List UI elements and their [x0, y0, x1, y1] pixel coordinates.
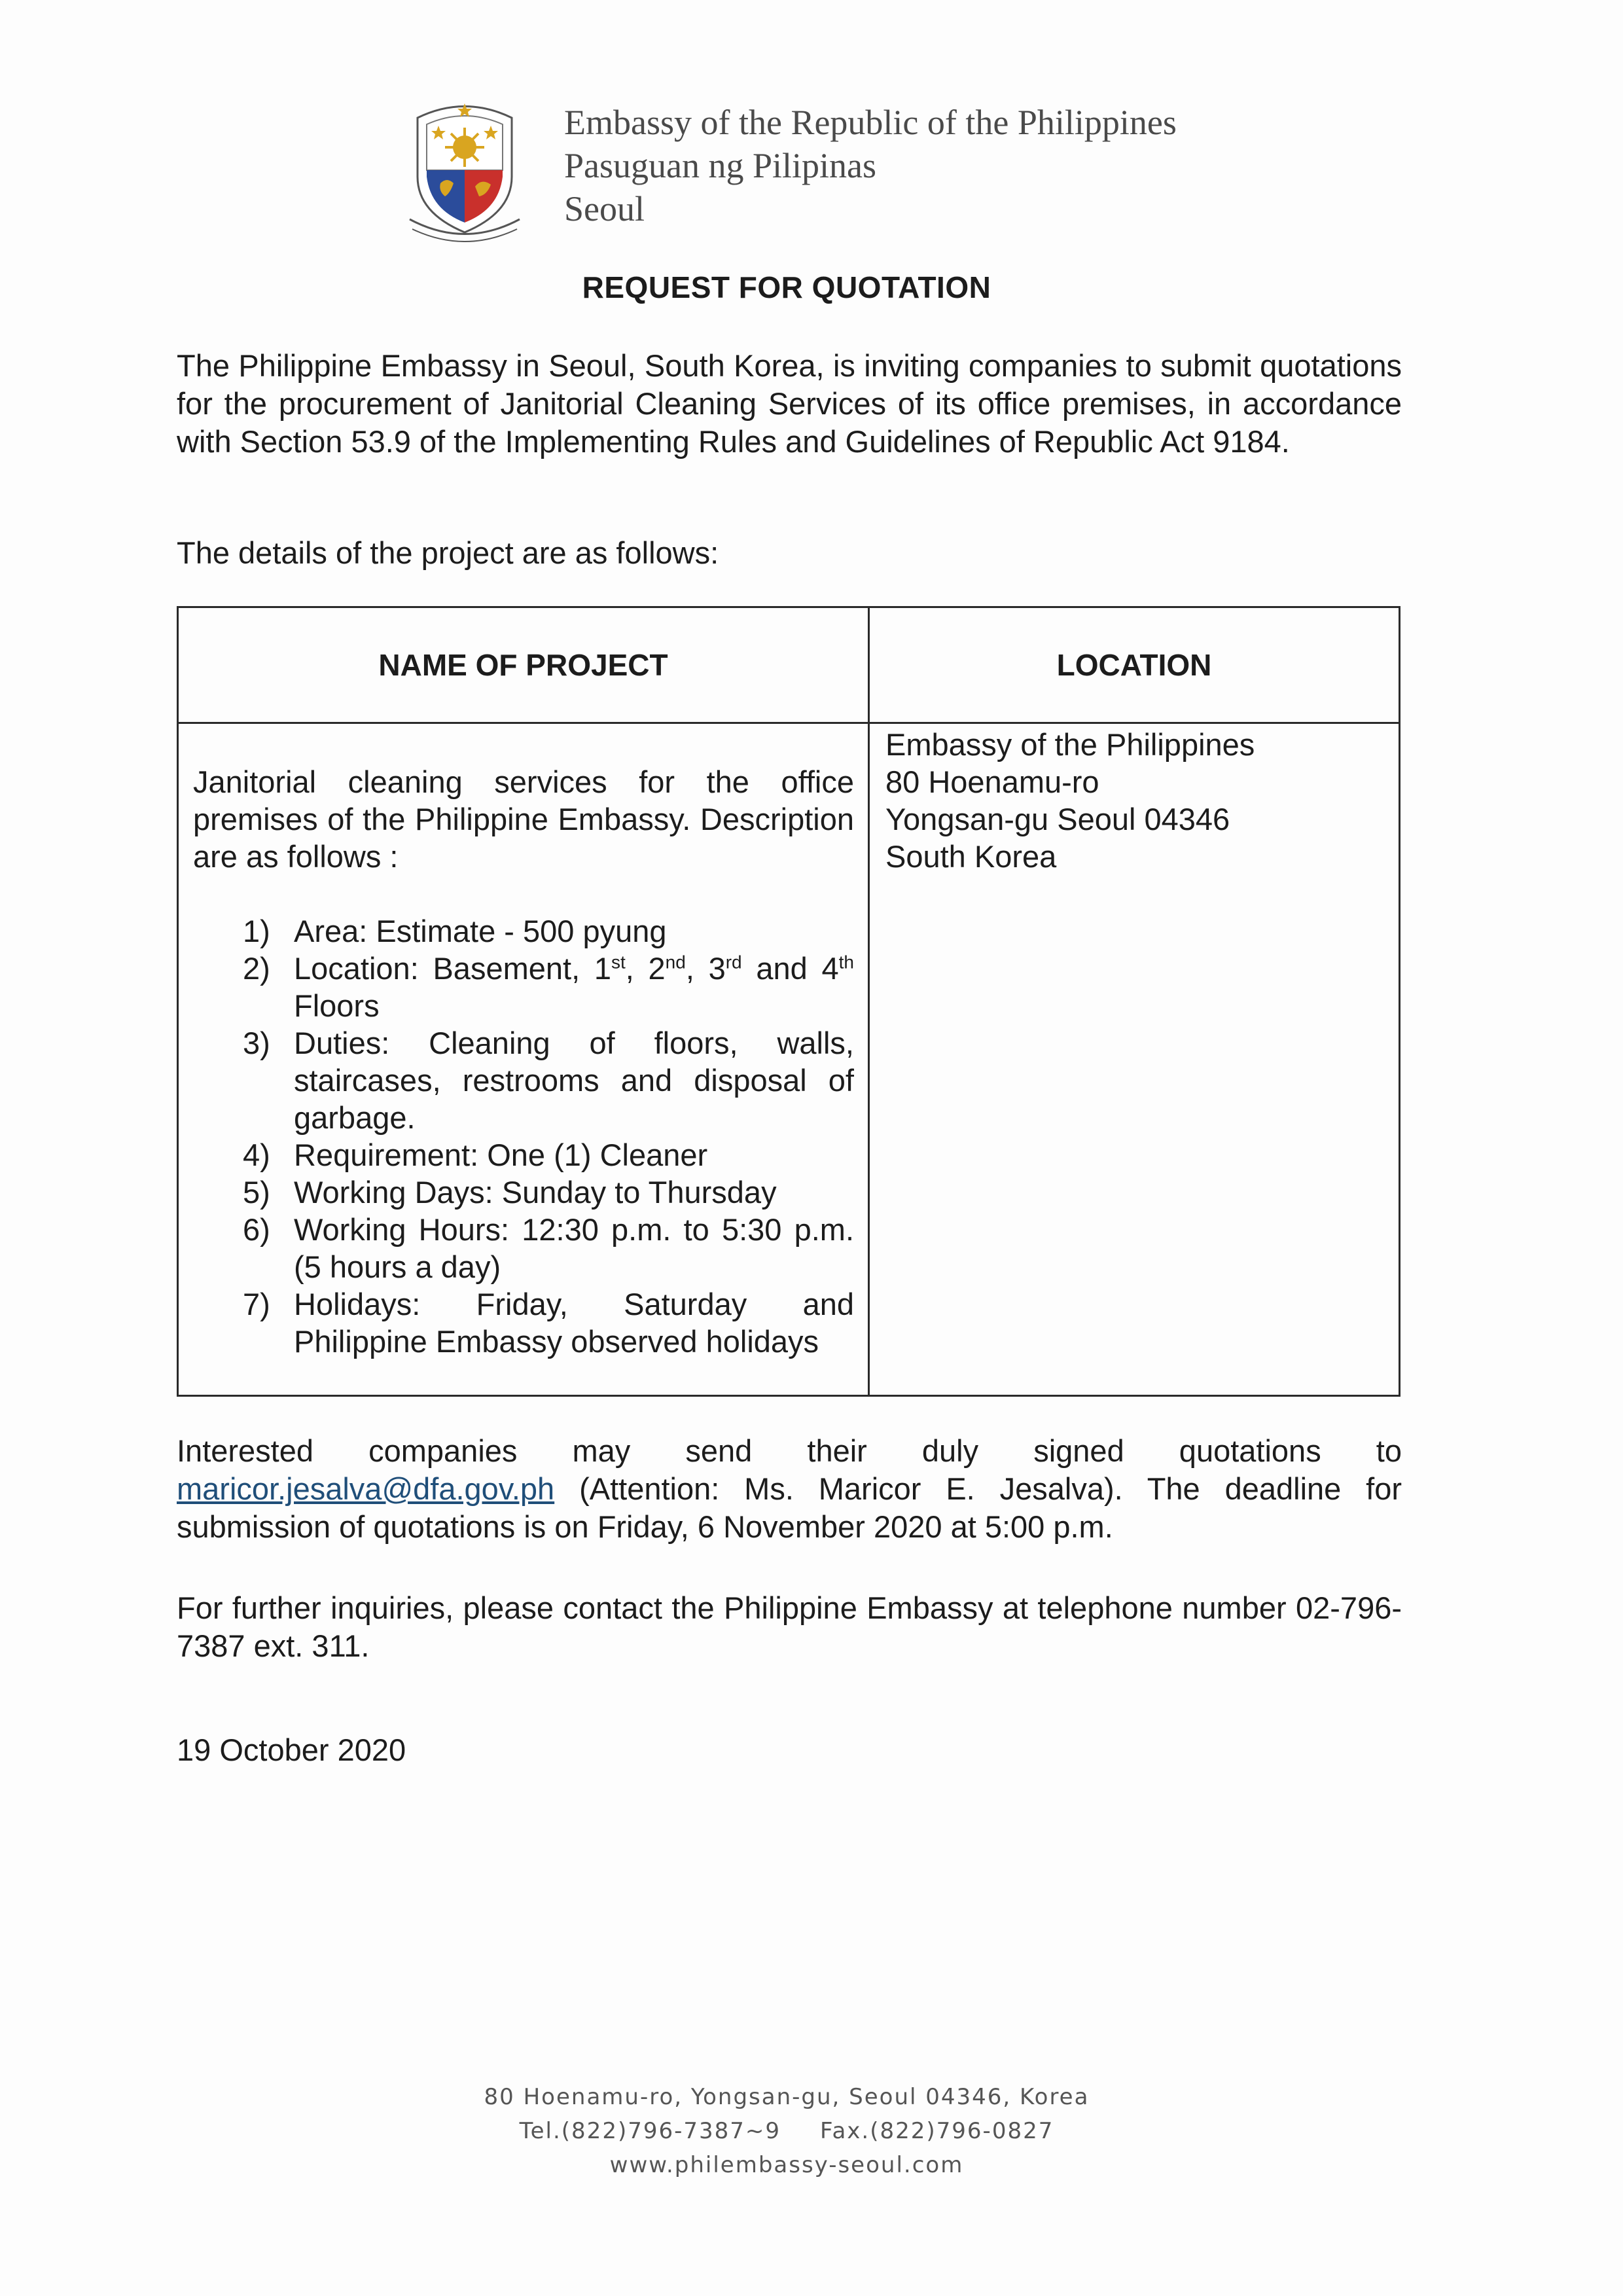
letterhead-city: Seoul — [564, 189, 645, 228]
list-item-number: 3) — [243, 1026, 270, 1060]
table-column-divider — [868, 608, 870, 1395]
table-header-project: NAME OF PROJECT — [378, 648, 668, 682]
details-lead: The details of the project are as follows: — [177, 535, 719, 570]
list-item — [193, 1285, 854, 1360]
letterhead-filipino-name: Pasuguan ng Pilipinas — [564, 146, 877, 185]
project-items-list — [193, 912, 854, 1360]
submission-text-after: (Attention: Ms. Maricor E. Jesalva). The deadline for submission of quotations is on Friday, 6 November 2020 at 5:00 p.m. — [177, 1471, 1402, 1544]
list-item-number: 5) — [243, 1175, 270, 1210]
project-intro: Janitorial cleaning services for the office premises of the Philippine Embassy. Description are as follows : — [193, 764, 854, 874]
document-date: 19 October 2020 — [177, 1732, 406, 1767]
list-item-text: Duties: Cleaning of floors, walls, staircases, restrooms and disposal of garbage. — [294, 1026, 854, 1135]
letterhead-embassy-name: Embassy of the Republic of the Philippines — [564, 103, 1177, 142]
footer-tel: Tel.(822)796-7387~9 — [519, 2118, 781, 2144]
list-item-number: 1) — [243, 914, 270, 948]
footer-phone-fax — [0, 2114, 1573, 2148]
list-item-text: Holidays: Friday, Saturday and Philippine Embassy observed holidays — [294, 1287, 854, 1359]
table-header-location: LOCATION — [1056, 648, 1212, 682]
list-item-text: Working Hours: 12:30 p.m. to 5:30 p.m. (5 hours a day) — [294, 1212, 854, 1284]
footer-website[interactable]: www.philembassy-seoul.com — [609, 2152, 964, 2178]
location-line: South Korea — [885, 839, 1057, 874]
list-item — [193, 1211, 854, 1285]
list-item — [193, 1024, 854, 1136]
footer-fax: Fax.(822)796-0827 — [820, 2118, 1054, 2144]
list-item-text: Requirement: One (1) Cleaner — [294, 1138, 708, 1172]
project-table — [177, 606, 1400, 1397]
list-item-number: 2) — [243, 951, 270, 986]
document-title: REQUEST FOR QUOTATION — [582, 270, 991, 304]
list-item-number: 7) — [243, 1287, 270, 1321]
list-item-text: Location: Basement, 1st, 2nd, 3rd and 4th Floors — [294, 951, 854, 1023]
submission-text-before: Interested companies may send their duly signed quotations to — [177, 1433, 1402, 1468]
inquiries-paragraph: For further inquiries, please contact the Philippine Embassy at telephone number 02-796-7387 ext. 311. — [177, 1590, 1402, 1663]
footer — [0, 2080, 1573, 2182]
list-item — [193, 912, 854, 950]
coat-of-arms-icon — [404, 98, 525, 242]
table-header-divider — [179, 722, 1399, 724]
letterhead — [564, 101, 1177, 230]
footer-address: 80 Hoenamu-ro, Yongsan-gu, Seoul 04346, Korea — [484, 2084, 1090, 2110]
intro-paragraph: The Philippine Embassy in Seoul, South Korea, is inviting companies to submit quotations for the procurement of Janitorial Cleaning Services of its office premises, in accordance with Section 53.9 of the Implementing Rules and Guidelines of Republic Act 9184. — [177, 348, 1402, 459]
list-item-text: Area: Estimate - 500 pyung — [294, 914, 667, 948]
list-item — [193, 1136, 854, 1174]
list-item — [193, 950, 854, 1024]
location-line: Yongsan-gu Seoul 04346 — [885, 802, 1230, 836]
contact-email-link[interactable]: maricor.jesalva@dfa.gov.ph — [177, 1471, 555, 1506]
list-item-number: 4) — [243, 1138, 270, 1172]
list-item-number: 6) — [243, 1212, 270, 1247]
location-line: Embassy of the Philippines — [885, 727, 1255, 762]
project-description-cell — [193, 763, 854, 1360]
list-item-text: Working Days: Sunday to Thursday — [294, 1175, 777, 1210]
list-item — [193, 1174, 854, 1211]
location-line: 80 Hoenamu-ro — [885, 764, 1099, 799]
location-cell — [885, 726, 1385, 875]
submission-paragraph — [177, 1432, 1402, 1546]
